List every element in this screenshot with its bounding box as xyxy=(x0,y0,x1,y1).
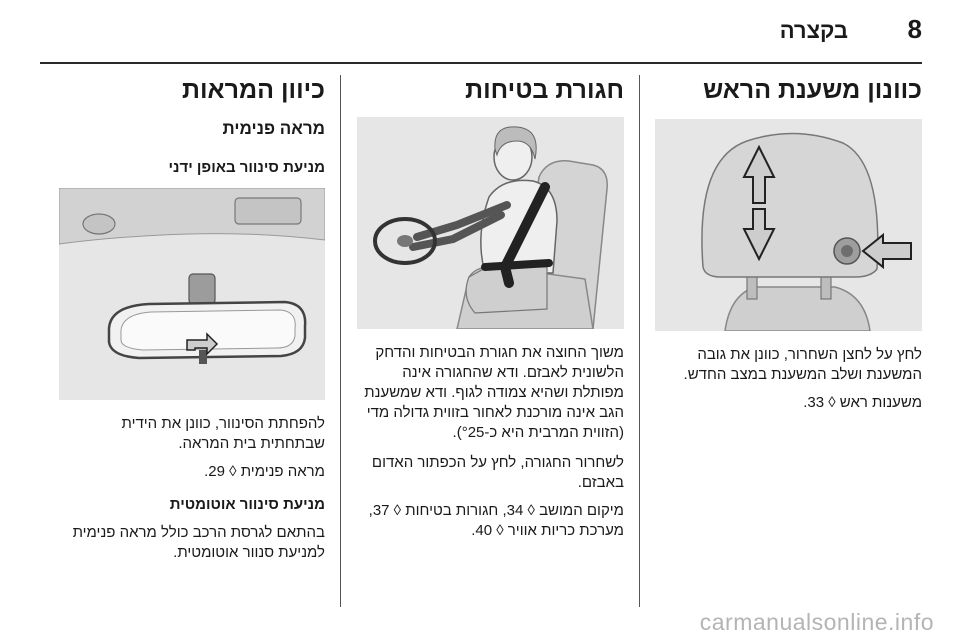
column-headrest xyxy=(655,73,922,413)
automatic-antiglare-text: בהתאם לגרסת הרכב כולל מראה פנימית למניעת סנוור אוטומטית. xyxy=(72,524,325,561)
mirror-illustration xyxy=(59,188,325,400)
manual-antiglare-text: להפחתת הסינוור, כוונן את הידית שבתחתית בית המראה. xyxy=(121,415,325,452)
section-title: בקצרה xyxy=(779,18,848,43)
column-divider xyxy=(639,75,640,607)
headrest-instructions: לחץ על לחצן השחרור, כוונן את גובה המשענת ושלב המשענת במצב החדש. xyxy=(683,346,922,383)
seatbelt-title: חגורת בטיחות xyxy=(465,76,624,104)
seatbelt-illustration xyxy=(357,117,624,329)
interior-mirror-subtitle: מראה פנימית xyxy=(222,119,325,138)
header-rule xyxy=(40,62,922,64)
mirror-reference: מראה פנימית ◊ 29. xyxy=(204,463,325,480)
column-mirrors xyxy=(59,73,325,563)
manual-antiglare-heading: מניעת סינוור באופן ידני xyxy=(168,159,325,176)
site-watermark: carmanualsonline.info xyxy=(699,609,934,635)
automatic-antiglare-heading: מניעת סינוור אוטומטית xyxy=(169,496,325,513)
seatbelt-reference: מיקום המושב ◊ 34, חגורות בטיחות ◊ 37, מערכת כריות אוויר ◊ 40. xyxy=(368,502,624,539)
headrest-reference: משענות ראש ◊ 33. xyxy=(803,394,922,411)
headrest-illustration xyxy=(655,119,922,331)
mirrors-title: כיוון המראות xyxy=(182,76,325,104)
column-divider xyxy=(340,75,341,607)
seatbelt-release-instructions: לשחרור החגורה, לחץ על הכפתור האדום באבזם. xyxy=(371,454,624,491)
seatbelt-instructions: משוך החוצה את חגורת הבטיחות והדחק הלשונית לאבזם. ודא שהחגורה אינה מפותלת ושהיא צמודה לגוף. ודא שמשענת הגב אינה מורכנת לאחור בזווית גדולה מדי (הזווית המרבית היא כ-°25). xyxy=(364,344,624,441)
page-number: 8 xyxy=(907,14,922,44)
column-seatbelt xyxy=(357,73,624,541)
headrest-title: כוונון משענת הראש xyxy=(703,76,922,104)
